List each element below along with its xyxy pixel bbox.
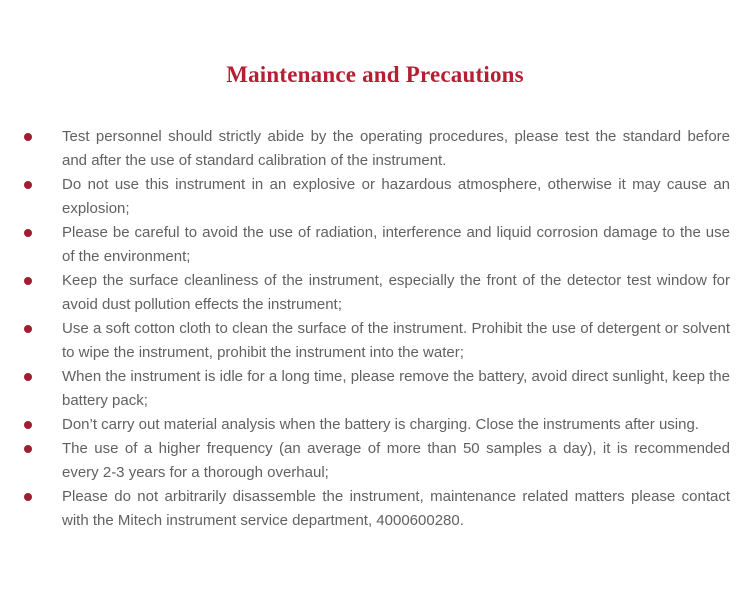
list-item	[62, 485, 730, 533]
bullet-icon	[24, 373, 32, 381]
list-item	[62, 269, 730, 317]
precautions-list	[0, 125, 750, 533]
list-item	[62, 173, 730, 221]
list-item	[62, 317, 730, 365]
bullet-icon	[24, 421, 32, 429]
bullet-icon	[24, 325, 32, 333]
list-item-text: The use of a higher frequency (an average of more than 50 samples a day), it is recommended every 2-3 years for a thorough overhaul;	[62, 440, 730, 481]
list-item-text: Test personnel should strictly abide by the operating procedures, please test the standard before and after the use of standard calibration of the instrument.	[62, 128, 730, 169]
list-item-text: Don’t carry out material analysis when the battery is charging. Close the instruments after using.	[62, 416, 699, 433]
list-item-text: Please be careful to avoid the use of radiation, interference and liquid corrosion damage to the use of the environment;	[62, 224, 730, 265]
page-title: Maintenance and Precautions	[226, 62, 524, 87]
bullet-icon	[24, 133, 32, 141]
list-item-text: Please do not arbitrarily disassemble the instrument, maintenance related matters please contact with the Mitech instrument service department, 4000600280.	[62, 488, 730, 529]
list-item-text: Keep the surface cleanliness of the instrument, especially the front of the detector test window for avoid dust pollution effects the instrument;	[62, 272, 730, 313]
list-item	[62, 221, 730, 269]
list-item-text: Do not use this instrument in an explosive or hazardous atmosphere, otherwise it may cause an explosion;	[62, 176, 730, 217]
bullet-icon	[24, 493, 32, 501]
list-item	[62, 413, 730, 437]
list-item-text: Use a soft cotton cloth to clean the surface of the instrument. Prohibit the use of detergent or solvent to wipe the instrument, prohibit the instrument into the water;	[62, 320, 730, 361]
bullet-icon	[24, 445, 32, 453]
list-item-text: When the instrument is idle for a long time, please remove the battery, avoid direct sunlight, keep the battery pack;	[62, 368, 730, 409]
bullet-icon	[24, 277, 32, 285]
list-item	[62, 365, 730, 413]
bullet-icon	[24, 181, 32, 189]
list-item	[62, 437, 730, 485]
bullet-icon	[24, 229, 32, 237]
list-item	[62, 125, 730, 173]
